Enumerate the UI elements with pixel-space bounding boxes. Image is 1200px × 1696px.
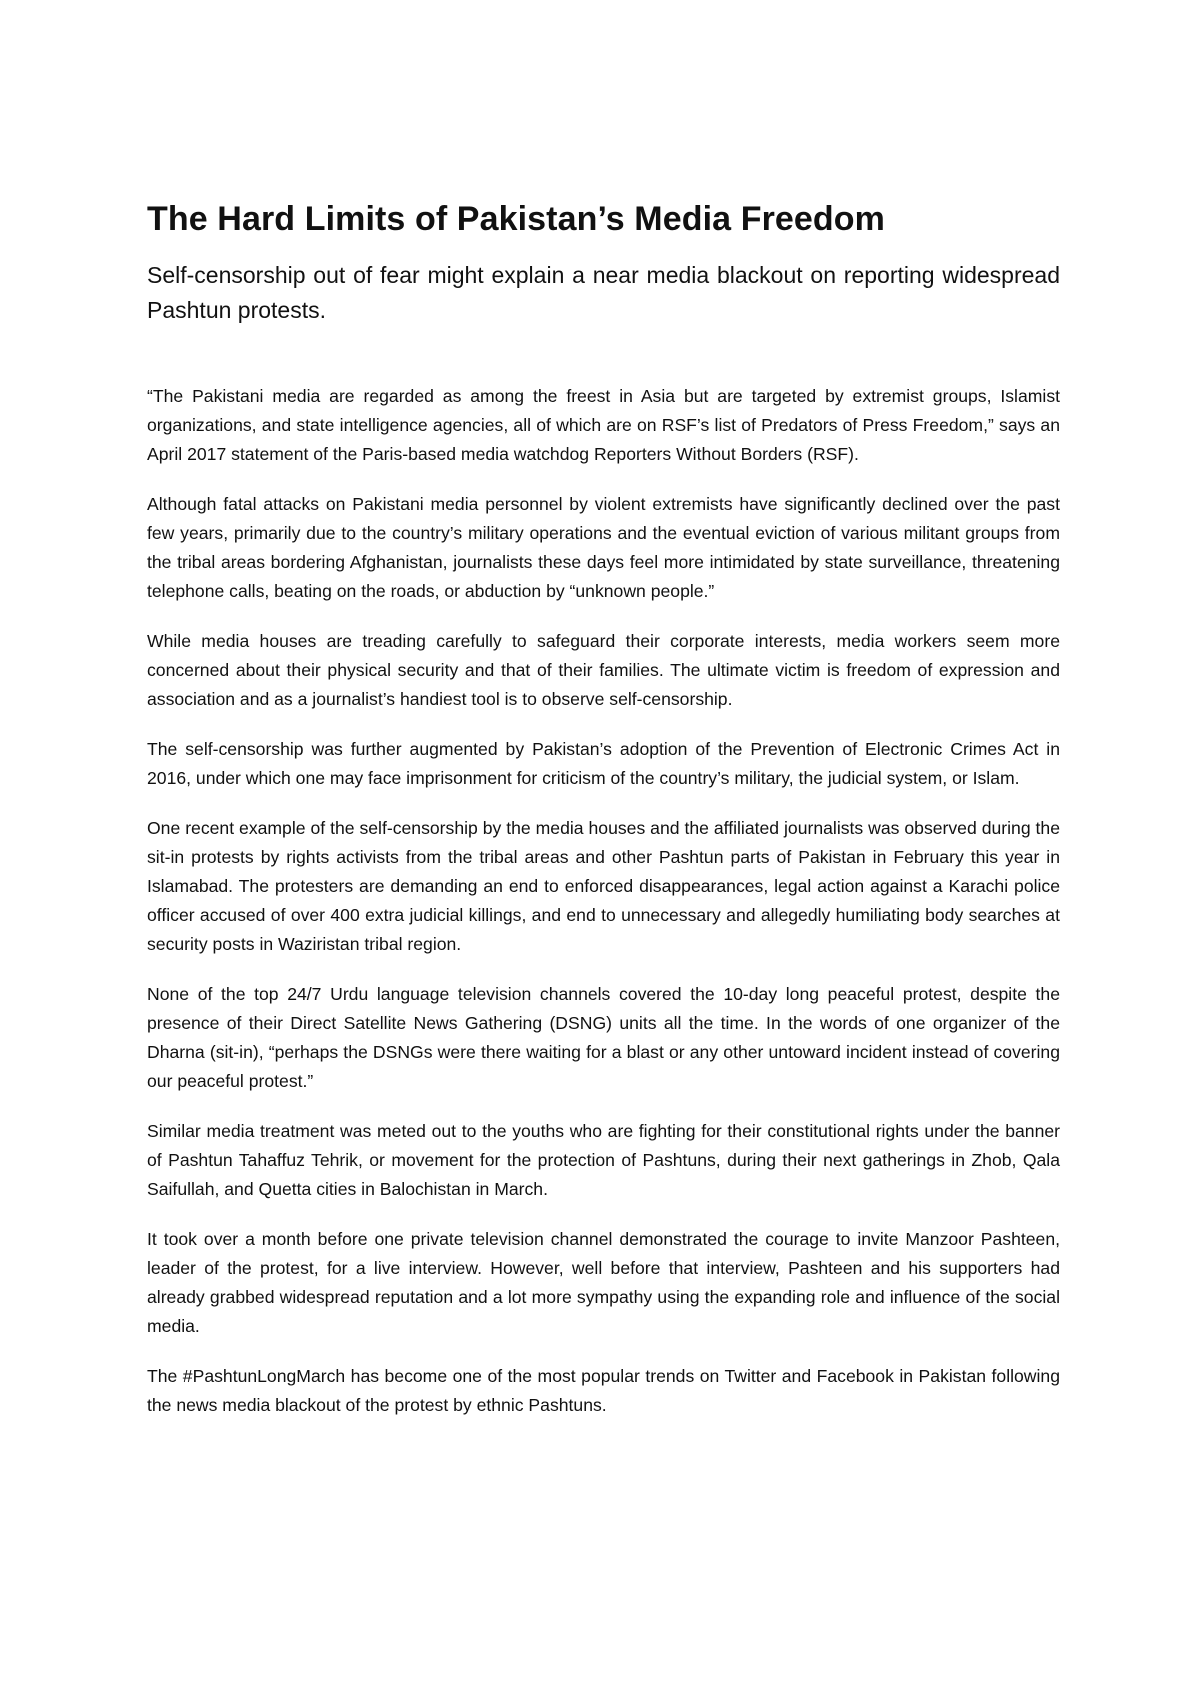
body-paragraph: None of the top 24/7 Urdu language television channels covered the 10-day long peaceful protest, despite the presence of their Direct Satellite News Gathering (DSNG) units all the time. In the words of one organizer of the Dharna (sit-in), “perhaps the DSNGs were there waiting for a blast or any other untoward incident instead of covering our peaceful protest.”	[147, 984, 1060, 1091]
body-paragraph: The self-censorship was further augmented by Pakistan’s adoption of the Prevention of Electronic Crimes Act in 2016, under which one may face imprisonment for criticism of the country’s military, the judicial system, or Islam.	[147, 739, 1060, 788]
body-paragraph: Similar media treatment was meted out to the youths who are fighting for their constitutional rights under the banner of Pashtun Tahaffuz Tehrik, or movement for the protection of Pashtuns, during their next gatherings in Zhob, Qala Saifullah, and Quetta cities in Balochistan in March.	[147, 1121, 1060, 1199]
body-paragraph: Although fatal attacks on Pakistani media personnel by violent extremists have significantly declined over the past few years, primarily due to the country’s military operations and the eventual eviction of various militant groups from the tribal areas bordering Afghanistan, journalists these days feel more intimidated by state surveillance, threatening telephone calls, beating on the roads, or abduction by “unknown people.”	[147, 494, 1060, 601]
document-page	[147, 196, 1060, 1441]
article-subtitle: Self-censorship out of fear might explain a near media blackout on reporting widespread Pashtun protests.	[147, 262, 1060, 323]
body-paragraph: It took over a month before one private television channel demonstrated the courage to invite Manzoor Pashteen, leader of the protest, for a live interview. However, well before that interview, Pashteen and his supporters had already grabbed widespread reputation and a lot more sympathy using the expanding role and influence of the social media.	[147, 1229, 1060, 1336]
article-title: The Hard Limits of Pakistan’s Media Freedom	[147, 200, 885, 238]
body-paragraph: The #PashtunLongMarch has become one of the most popular trends on Twitter and Facebook in Pakistan following the news media blackout of the protest by ethnic Pashtuns.	[147, 1366, 1060, 1415]
body-paragraph: “The Pakistani media are regarded as among the freest in Asia but are targeted by extremist groups, Islamist organizations, and state intelligence agencies, all of which are on RSF’s list of Predators of Press Freedom,” says an April 2017 statement of the Paris-based media watchdog Reporters Without Borders (RSF).	[147, 386, 1060, 464]
body-paragraph: One recent example of the self-censorship by the media houses and the affiliated journalists was observed during the sit-in protests by rights activists from the tribal areas and other Pashtun parts of Pakistan in February this year in Islamabad. The protesters are demanding an end to enforced disappearances, legal action against a Karachi police officer accused of over 400 extra judicial killings, and end to unnecessary and allegedly humiliating body searches at security posts in Waziristan tribal region.	[147, 818, 1060, 954]
article-body	[147, 382, 1060, 1420]
body-paragraph: While media houses are treading carefully to safeguard their corporate interests, media workers seem more concerned about their physical security and that of their families. The ultimate victim is freedom of expression and association and as a journalist’s handiest tool is to observe self-censorship.	[147, 631, 1060, 709]
